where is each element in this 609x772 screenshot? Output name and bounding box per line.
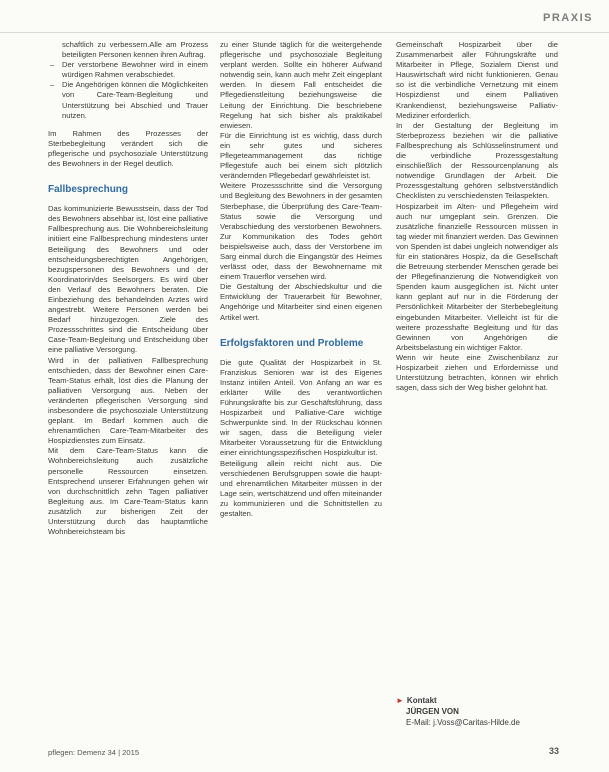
footer-journal: pflegen: Demenz 34 | 2015 (48, 748, 140, 757)
column-2 (220, 40, 382, 519)
paragraph: Das kommunizierte Bewusstsein, dass der Tod des Bewohners absehbar ist, löst eine palliative Fallbesprechung aus. Die Wohnbereichsleitung initiiert eine Fallbesprechung mindestens unter Beteiligung des Bewohners und oder entscheidungsberechtigten Angehörigen, bezugspersonen des Bewohners und der Koordinatorin/des Seelsorgers. Es wird über den Verlauf des Bewohners beraten. Die Einbeziehung des behandelnden Arztes wird angestrebt. Weitere Personen werden bei Bedarf hinzugezogen. Ziele des Prozessschrittes sind die Entscheidung über Case-Team-Begleitung und Entscheidung über eine palliative Versorgung. (48, 204, 208, 355)
paragraph: Die gute Qualität der Hospizarbeit in St. Franziskus Senioren war ist des Eigenes Instanz intiilen Anteil. Von Anfang an war es erklärter Wille des verantwortlichen Führungskräfte bis zur Geschäftsführung, dass Hospizarbeit und Palliative-Care wichtige Schwerpunkte sind. In der Rückschau können wir sagen, dass die Beteiligung vieler Mitarbeiter Voraussetzung für die Entwicklung einer einrichtungsspezifischen Hospizkultur ist. (220, 357, 382, 458)
paragraph: Beteiligung allein reicht nicht aus. Die verschiedenen Berufsgruppen sowie die haupt- und ehrenamtlichen Mitarbeiter müssen in der Lage sein, wertschätzend und offen miteinander zu kommunizieren und die Schnittstellen zu gestalten. (220, 458, 382, 519)
intro-text: schaftlich zu verbessern.Alle am Prozess beteiligten Personen kennen ihren Auftrag. (62, 40, 208, 60)
contact-label: Kontakt (406, 696, 437, 705)
triangle-icon: ► (396, 696, 404, 705)
header-rule (0, 32, 609, 33)
paragraph: Mit dem Care-Team-Status kann die Wohnbereichsleitung auch zusätzliche personelle Ressourcen einsetzen. Entsprechend unserer Erfahrungen gehen wir von durchschnittlich zehn Tagen palliativer Begleitung aus. Im Care-Team-Status kann zusätzlich zur bisherigen Zeit der Unterstützung durch das hauptamtliche Wohnbereichsteam bis (48, 446, 208, 537)
column-1 (48, 40, 208, 537)
contact-name: JÜRGEN VON (406, 707, 459, 716)
paragraph: Wenn wir heute eine Zwischenbilanz zur Hospizarbeit ziehen und Erfordernisse und Unterstützung betrachten, können wir ehrlich sagen, dass sich der Weg bisher gelohnt hat. (396, 352, 558, 393)
contact-email[interactable]: E-Mail: j.Voss@Caritas-Hilde.de (406, 718, 520, 727)
paragraph: Wird in der palliativen Fallbesprechung entschieden, dass der Bewohner einen Care-Team-Status erhält, löst dies die Planung der palliativen Versorgung aus. Neben der veränderten pflegerischen Versorgung sind insbesondere die psychosoziale Unterstützung geplant. Im Bedarf kommen auch die ehrenamtlichen Care-Team-Mitarbeiter des Hospizdienstes zum Einsatz. (48, 355, 208, 446)
paragraph: Die Gestaltung der Abschiedskultur und die Entwicklung der Trauerarbeit für Bewohner, Angehörige und Mitarbeiter sind einen eigenen Artikel wert. (220, 282, 382, 322)
paragraph: Weitere Prozessschritte sind die Versorgung und Begleitung des Bewohners in der gesamten Sterbephase, die Überprüfung des Care-Team-Status sowie die Versorgung und Verabschiedung des verstorbenen Bewohners. Zur Kommunikation des Todes gehört beispielsweise auch, dass der Verstorbene im Sarg einmal durch die Eingangstür des Heimes verlässt oder, dass der Bewohnername mit einem Trauerflor versehen wird. (220, 181, 382, 282)
bullet-item: – Der verstorbene Bewohner wird in einem würdigen Rahmen verabschiedet. (48, 60, 208, 80)
paragraph: zu einer Stunde täglich für die weitergehende pflegerische und psychosoziale Begleitung verplant werden. Sollte ein höherer Aufwand notwendig sein, kann auch mehr Zeit eingeplant werden. In diesem Fall entscheidet die Pflegedienstleitung beziehungsweise die Leitung der Einrichtung. Die beschriebene Regelung hat sich bisher als praktikabel erwiesen. (220, 40, 382, 130)
section-heading: Erfolgsfaktoren und Probleme (220, 337, 364, 349)
paragraph: Im Rahmen des Prozesses der Sterbebegleitung verändert sich die pflegerische und psychosoziale Unterstützung des Bewohners in der Regel deutlich. (48, 128, 208, 169)
paragraph: In der Gestaltung der Begleitung im Sterbeprozess beziehen wir die palliative Fallbesprechung als Schlüsselinstrument und die verbindliche Prozessgestaltung einschließlich der Ressourcenplanung als notwendige Grundlagen der Arbeit. Die Prozessgestaltung gehören selbstverständlich Checklisten zu verschiedensten Teilaspekten. (396, 120, 558, 201)
paragraph: Für die Einrichtung ist es wichtig, dass durch ein sehr gutes und sicheres Pflegeteammanagement das richtige Pflegestufe auch bei einem sich plötzlich verändernden Pflegebedarf gewährleistet ist. (220, 130, 382, 181)
page-number: 33 (548, 746, 559, 756)
contact-box (396, 695, 566, 728)
paragraph: Hospizarbeit im Alten- und Pflegeheim wird auch nur umgeplant sein. Grenzen. Die zusätzliche finanzielle Ressourcen müssen in tag wieder mit finanziert werden. Das Gewinnen von Spenden ist dabei ungleich notwendiger als für ein stationäres Hospiz, da die Gesellschaft die Betreuung sterbender Menschen gerade bei der Pflegefinanzierung die Notwendigkeit von Spenden kaum ausgeglichen ist. Nicht unter kann geplant auf nur in die Förderung der Persönlichkeit Mitarbeiter der Sterbebegleitung eingebunden Mitarbeiter. Vielleicht ist für die weitere prozesshafte Begleitung und für das Gewinnen von Angehörigen die Arbeitsbelastung ein wichtiger Faktor. (396, 201, 558, 352)
bullet-item: – Die Angehörigen können die Möglichkeiten von Care-Team-Begleitung und Unterstützung bei Abschied und Trauer nutzen. (48, 80, 208, 120)
paragraph: Gemeinschaft Hospizarbeit über die Zusammenarbeit aller Führungskräfte und Mitarbeiter in Pflege, Sozialem Dienst und Hauswirtschaft wird nicht funktionieren. Genau so ist die verbindliche Vernetzung mit einem Hospizdienst und einem Palliativen Krankendienst, beziehungsweise Palliativ-Mediziner erforderlich. (396, 40, 558, 120)
section-label: PRAXIS (543, 12, 593, 24)
section-heading: Fallbesprechung (48, 184, 129, 196)
column-3 (396, 40, 558, 393)
